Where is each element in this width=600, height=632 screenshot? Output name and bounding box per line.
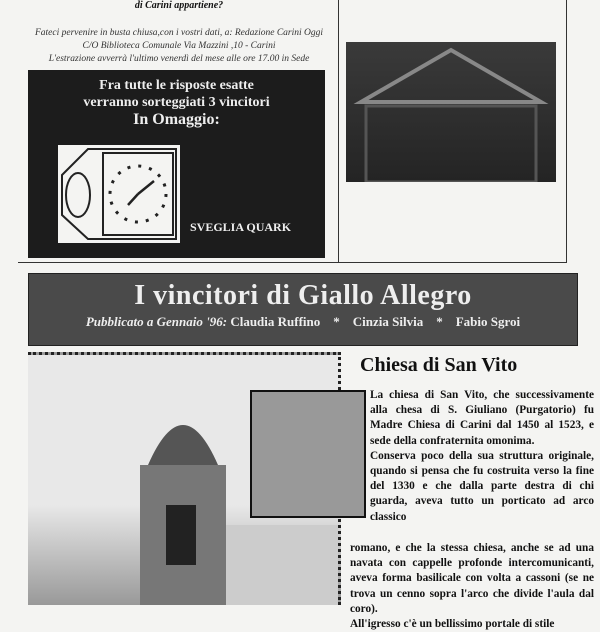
winner: Cinzia Silvia [352, 314, 424, 329]
prize-name: SVEGLIA QUARK [190, 220, 292, 234]
separator: * [436, 314, 443, 329]
paragraph: All'igresso c'è un bellissimo portale di stile [350, 618, 555, 631]
banner-title: I vincitori di Giallo Allegro [134, 280, 472, 311]
published-label: Pubblicato a Gennaio '96: [85, 314, 228, 329]
winner: Claudia Ruffino [230, 314, 321, 329]
alarm-clock-icon [58, 145, 180, 243]
prize-line: Fra tutte le risposte esatte [99, 78, 254, 93]
building-photo [346, 42, 556, 182]
info-line: Fateci pervenire in busta chiusa,con i vostri dati, a: Redazione Carini Oggi [34, 28, 324, 38]
inset-photo [250, 390, 366, 518]
paragraph: Conserva poco della sua struttura originale, quando si pensa che fu costruita verso la fine del 1330 e che dalla parte destra di chi guarda, aveva tutto un porticato ad arco classico [370, 449, 594, 523]
winners-line [29, 314, 577, 330]
article-text [370, 388, 594, 525]
quiz-info [20, 27, 338, 66]
winners-banner [28, 273, 578, 346]
separator: * [333, 314, 340, 329]
info-line: L'estrazione avverrà l'ultimo venerdì del mese alle ore 17.00 in Sede [48, 54, 310, 64]
paragraph: La chiesa di San Vito, che successivamente alla chesa di S. Giuliano (Purgatorio) fu Madre Chiesa di Carini dal 1450 al 1523, e sede della confraternita omonima. [370, 389, 594, 447]
paragraph: romano, e che la stessa chiesa, anche se ad una navata con cappelle profonde intercomunicanti, aveva forma basilicale con volta a cassoni (se ne trova un cenno sopra l'arco che divide l'aula dal coro). [350, 542, 594, 615]
prize-line: In Omaggio: [133, 111, 220, 128]
article-title: Chiesa di San Vito [360, 354, 518, 376]
info-line: C/O Biblioteca Comunale Via Mazzini ,10 - Carini [82, 41, 276, 51]
winner: Fabio Sgroi [455, 314, 521, 329]
article-text-continued [350, 541, 594, 632]
quiz-question: di Carini appartiene? [134, 0, 224, 11]
prize-line: verranno sorteggiati 3 vincitori [83, 95, 270, 110]
